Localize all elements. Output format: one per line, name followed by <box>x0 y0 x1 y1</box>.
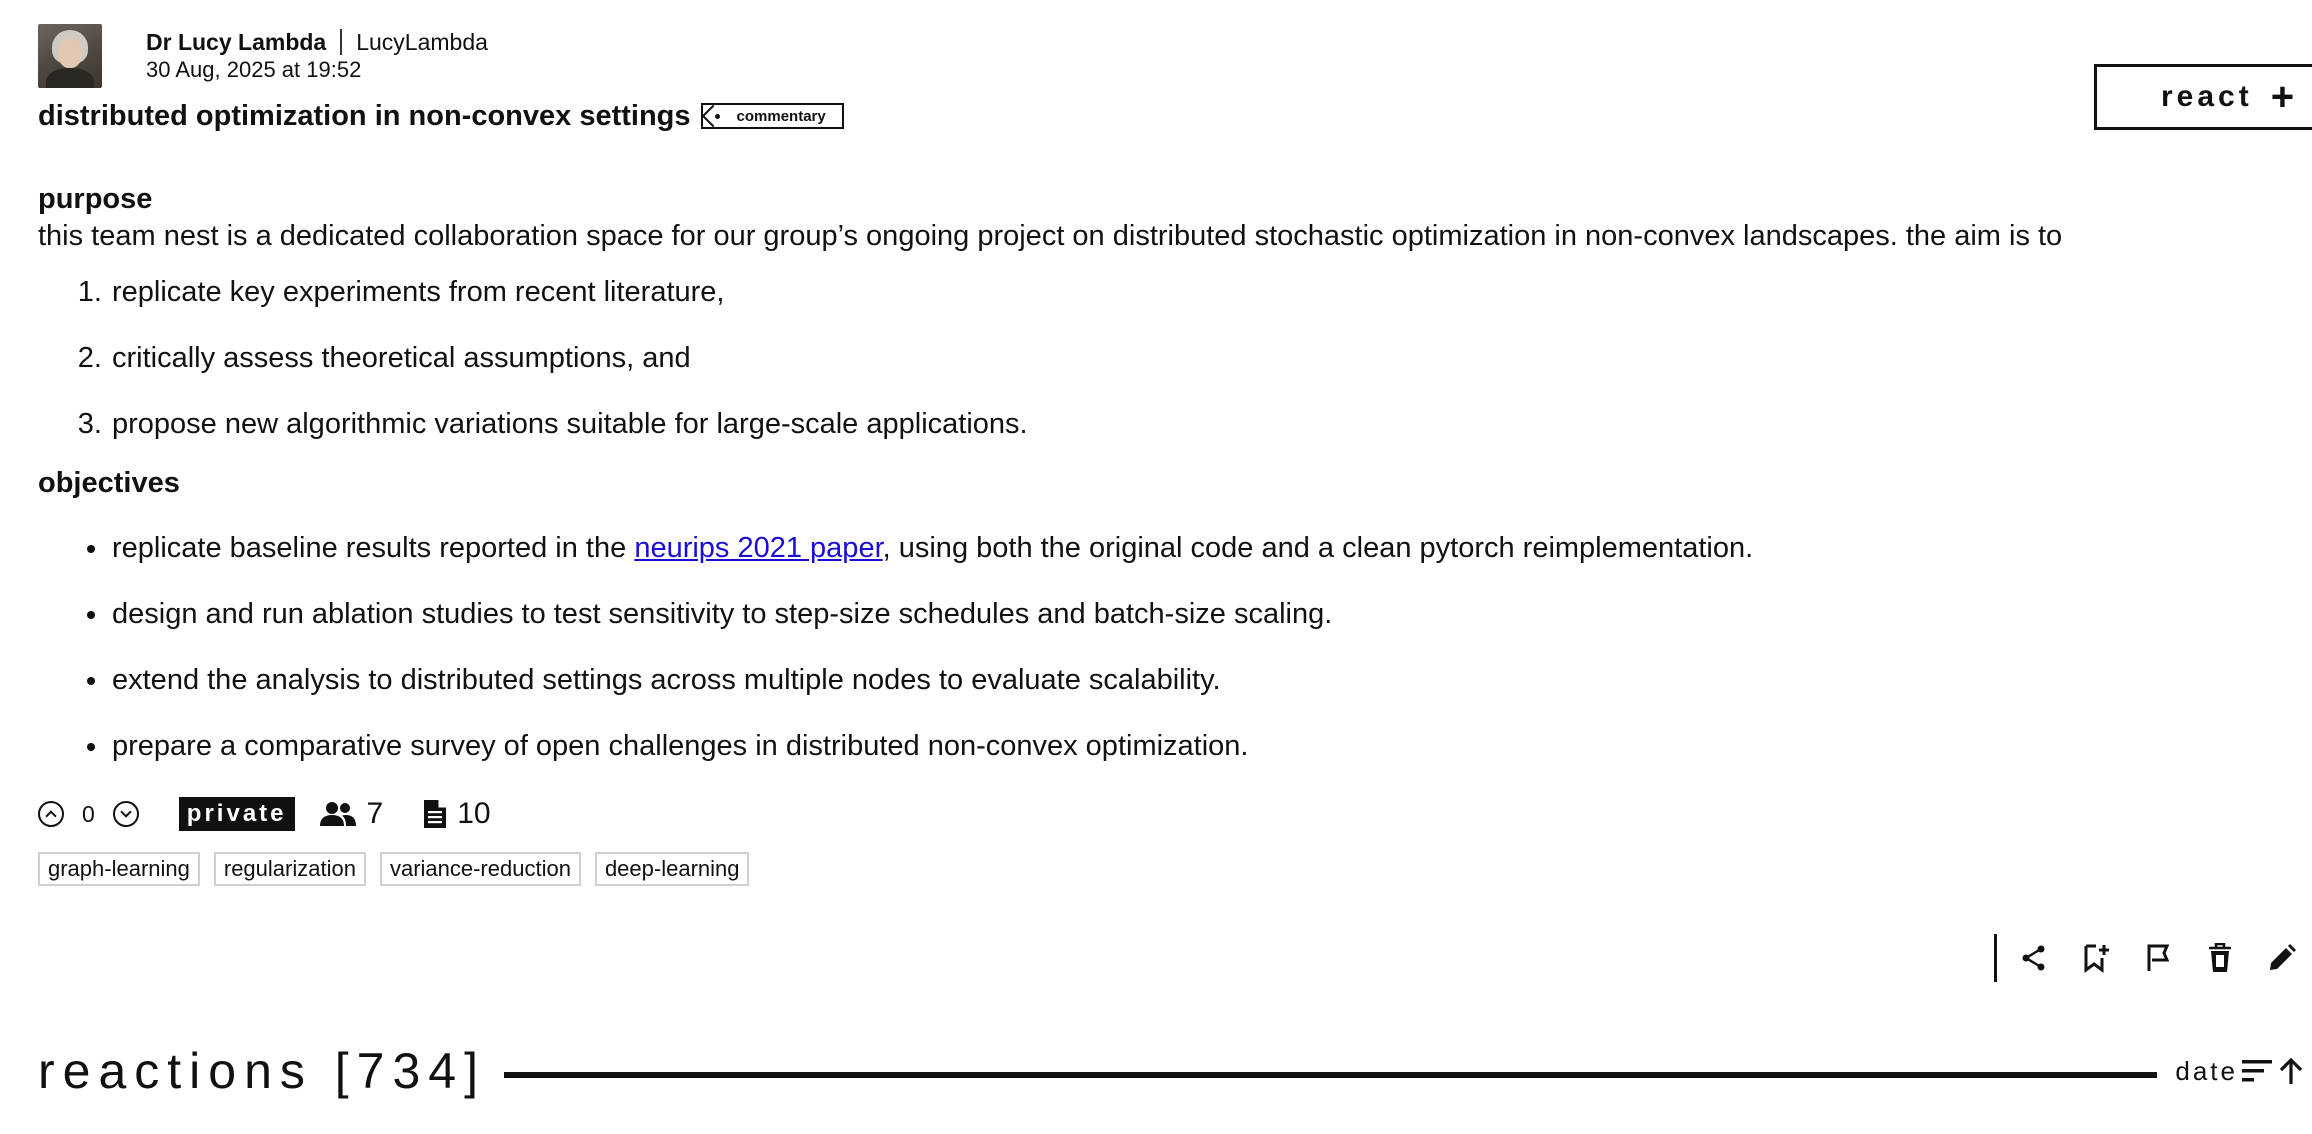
downvote-icon[interactable] <box>113 801 139 827</box>
author-row <box>38 24 2312 90</box>
list-item: • design and run ablation studies to test sensitivity to step-size schedules and batch-size scaling. <box>110 596 2312 632</box>
reactions-header <box>38 1036 2304 1106</box>
topic-tag[interactable]: variance-reduction <box>380 852 581 886</box>
vote-count: 0 <box>82 800 95 827</box>
react-label: react <box>2161 80 2253 113</box>
list-item: • extend the analysis to distributed settings across multiple nodes to evaluate scalability. <box>110 662 2312 698</box>
edit-icon <box>2268 944 2296 972</box>
reactions-title: reactions [734] <box>38 1043 486 1099</box>
topic-tag[interactable]: deep-learning <box>595 852 750 886</box>
author-separator <box>340 29 342 55</box>
post-title: distributed optimization in non-convex settings <box>38 99 691 132</box>
neurips-paper-link[interactable]: neurips 2021 paper <box>634 532 883 564</box>
list-item: 2. critically assess theoretical assumptions, and <box>110 340 2312 376</box>
bookmark-button[interactable] <box>2065 933 2127 983</box>
share-icon <box>2020 944 2048 972</box>
edit-button[interactable] <box>2251 933 2312 983</box>
people-icon <box>319 800 357 828</box>
author-handle[interactable]: LucyLambda <box>356 29 488 55</box>
upvote-icon[interactable] <box>38 801 64 827</box>
purpose-heading: purpose <box>38 183 153 215</box>
author-meta <box>146 28 488 84</box>
objective-text: replicate baseline results reported in the <box>112 532 635 564</box>
objective-text: , using both the original code and a clean pytorch reimplementation. <box>882 532 1754 564</box>
sort-by-date[interactable]: date <box>2175 1055 2238 1086</box>
list-item: 3. propose new algorithmic variations suitable for large-scale applications. <box>110 406 2312 442</box>
documents-count: 10 <box>457 797 491 830</box>
members-count: 7 <box>366 797 384 830</box>
sort-icon <box>2242 1057 2278 1085</box>
topic-tags <box>38 852 2312 886</box>
reactions-divider <box>504 1072 2157 1078</box>
list-item: • prepare a comparative survey of open challenges in distributed non-convex optimization. <box>110 728 2312 764</box>
avatar[interactable] <box>38 24 102 88</box>
members-stat[interactable] <box>319 797 384 831</box>
post <box>38 24 2312 886</box>
react-button[interactable] <box>2094 64 2312 130</box>
plus-icon: + <box>2270 74 2295 119</box>
sort-order-button[interactable] <box>2242 1057 2304 1085</box>
purpose-text: this team nest is a dedicated collaboration space for our group’s ongoing project on distributed stochastic optimization in non-convex landscapes. the aim is to <box>38 220 2063 252</box>
list-item: 1. replicate key experiments from recent literature, <box>110 274 2312 310</box>
action-divider <box>1994 934 1997 982</box>
flag-icon <box>2145 943 2171 973</box>
post-type-tag <box>701 103 844 129</box>
objectives-list <box>38 530 2312 764</box>
purpose-steps <box>38 274 2312 442</box>
objectives-heading: objectives <box>38 467 180 499</box>
bookmark-add-icon <box>2082 943 2110 973</box>
topic-tag[interactable]: graph-learning <box>38 852 200 886</box>
title-row <box>38 98 2312 134</box>
tag-icon <box>701 105 724 128</box>
topic-tag[interactable]: regularization <box>214 852 366 886</box>
visibility-badge: private <box>179 797 295 831</box>
author-name[interactable]: Dr Lucy Lambda <box>146 29 327 55</box>
arrow-up-icon <box>2278 1057 2304 1085</box>
delete-icon <box>2208 943 2232 973</box>
post-type-label: commentary <box>736 107 826 125</box>
share-button[interactable] <box>2003 933 2065 983</box>
document-icon <box>423 799 447 829</box>
post-action-bar <box>1994 932 2312 984</box>
stats-row <box>38 794 2312 834</box>
flag-button[interactable] <box>2127 933 2189 983</box>
documents-stat[interactable] <box>423 797 490 831</box>
list-item <box>110 530 2312 566</box>
tag-hole-icon <box>715 114 720 119</box>
author-line <box>146 28 488 56</box>
delete-button[interactable] <box>2189 933 2251 983</box>
post-date: 30 Aug, 2025 at 19:52 <box>146 57 362 82</box>
